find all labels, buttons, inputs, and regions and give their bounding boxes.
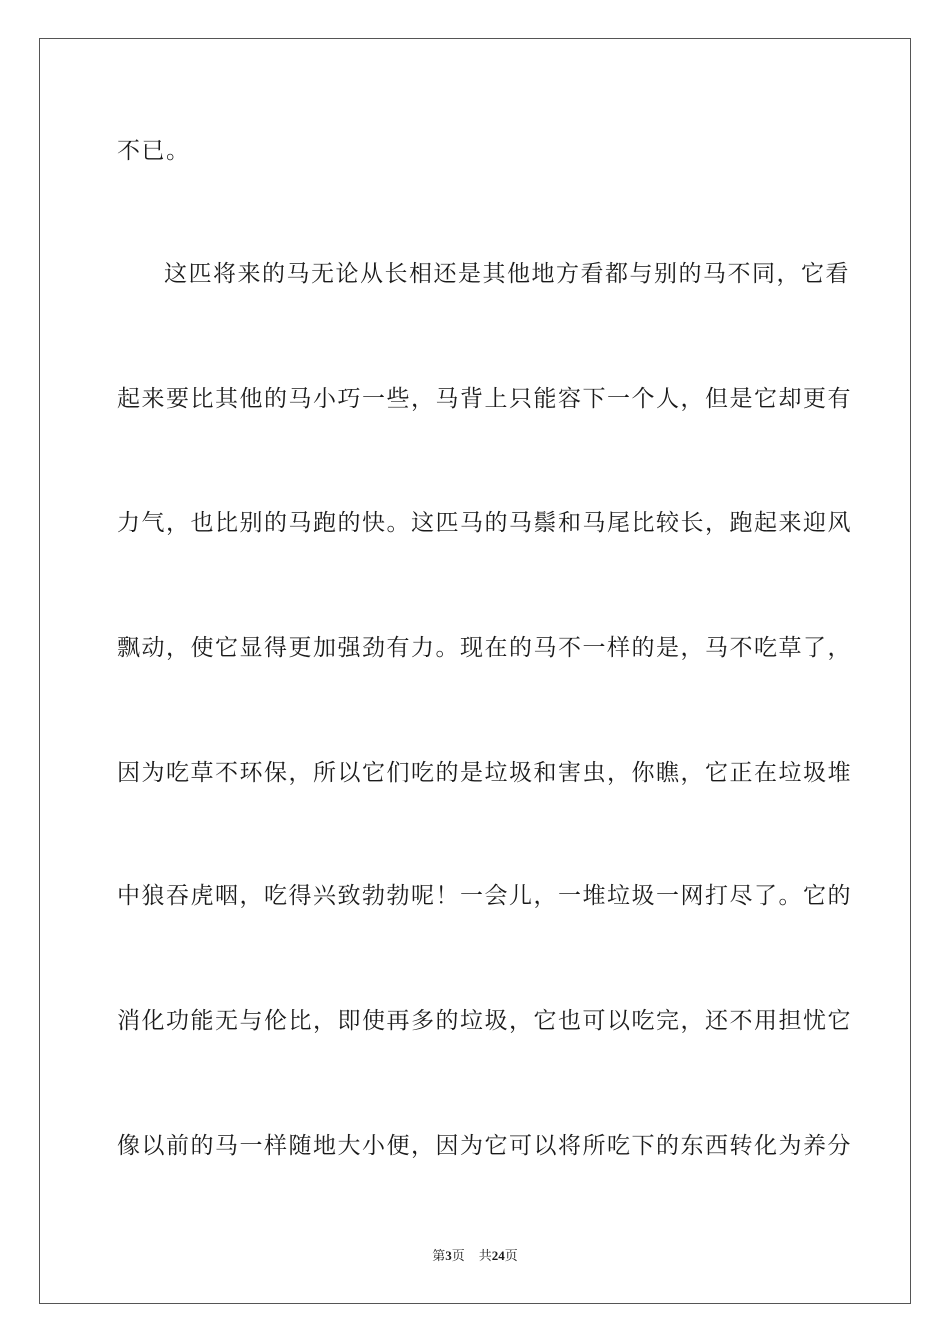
total-page-number: 24 (491, 1248, 505, 1263)
text-line-4: 力气，也比别的马跑的快。这匹马的马鬃和马尾比较长，跑起来迎风 (117, 510, 852, 536)
page-border (39, 38, 911, 1304)
paragraph-first-line: 这匹将来的马无论从长相还是其他地方看都与别的马不同，它看 (164, 261, 850, 287)
page-prefix: 第 (432, 1248, 446, 1263)
total-suffix: 页 (504, 1248, 518, 1263)
text-line-1: 不已。 (117, 138, 191, 164)
text-line-5: 飘动，使它显得更加强劲有力。现在的马不一样的是，马不吃草了， (117, 635, 852, 661)
current-page-number: 3 (445, 1248, 452, 1263)
text-line-8: 消化功能无与伦比，即使再多的垃圾，它也可以吃完，还不用担忧它 (117, 1008, 852, 1034)
text-line-7: 中狼吞虎咽，吃得兴致勃勃呢！一会儿，一堆垃圾一网打尽了。它的 (117, 883, 852, 909)
total-prefix: 共 (478, 1248, 492, 1263)
page-footer (0, 1247, 950, 1265)
page-suffix: 页 (451, 1248, 465, 1263)
text-line-6: 因为吃草不环保，所以它们吃的是垃圾和害虫，你瞧，它正在垃圾堆 (117, 760, 852, 786)
text-line-3: 起来要比其他的马小巧一些，马背上只能容下一个人，但是它却更有 (117, 386, 852, 412)
text-line-9: 像以前的马一样随地大小便，因为它可以将所吃下的东西转化为养分 (117, 1133, 852, 1159)
